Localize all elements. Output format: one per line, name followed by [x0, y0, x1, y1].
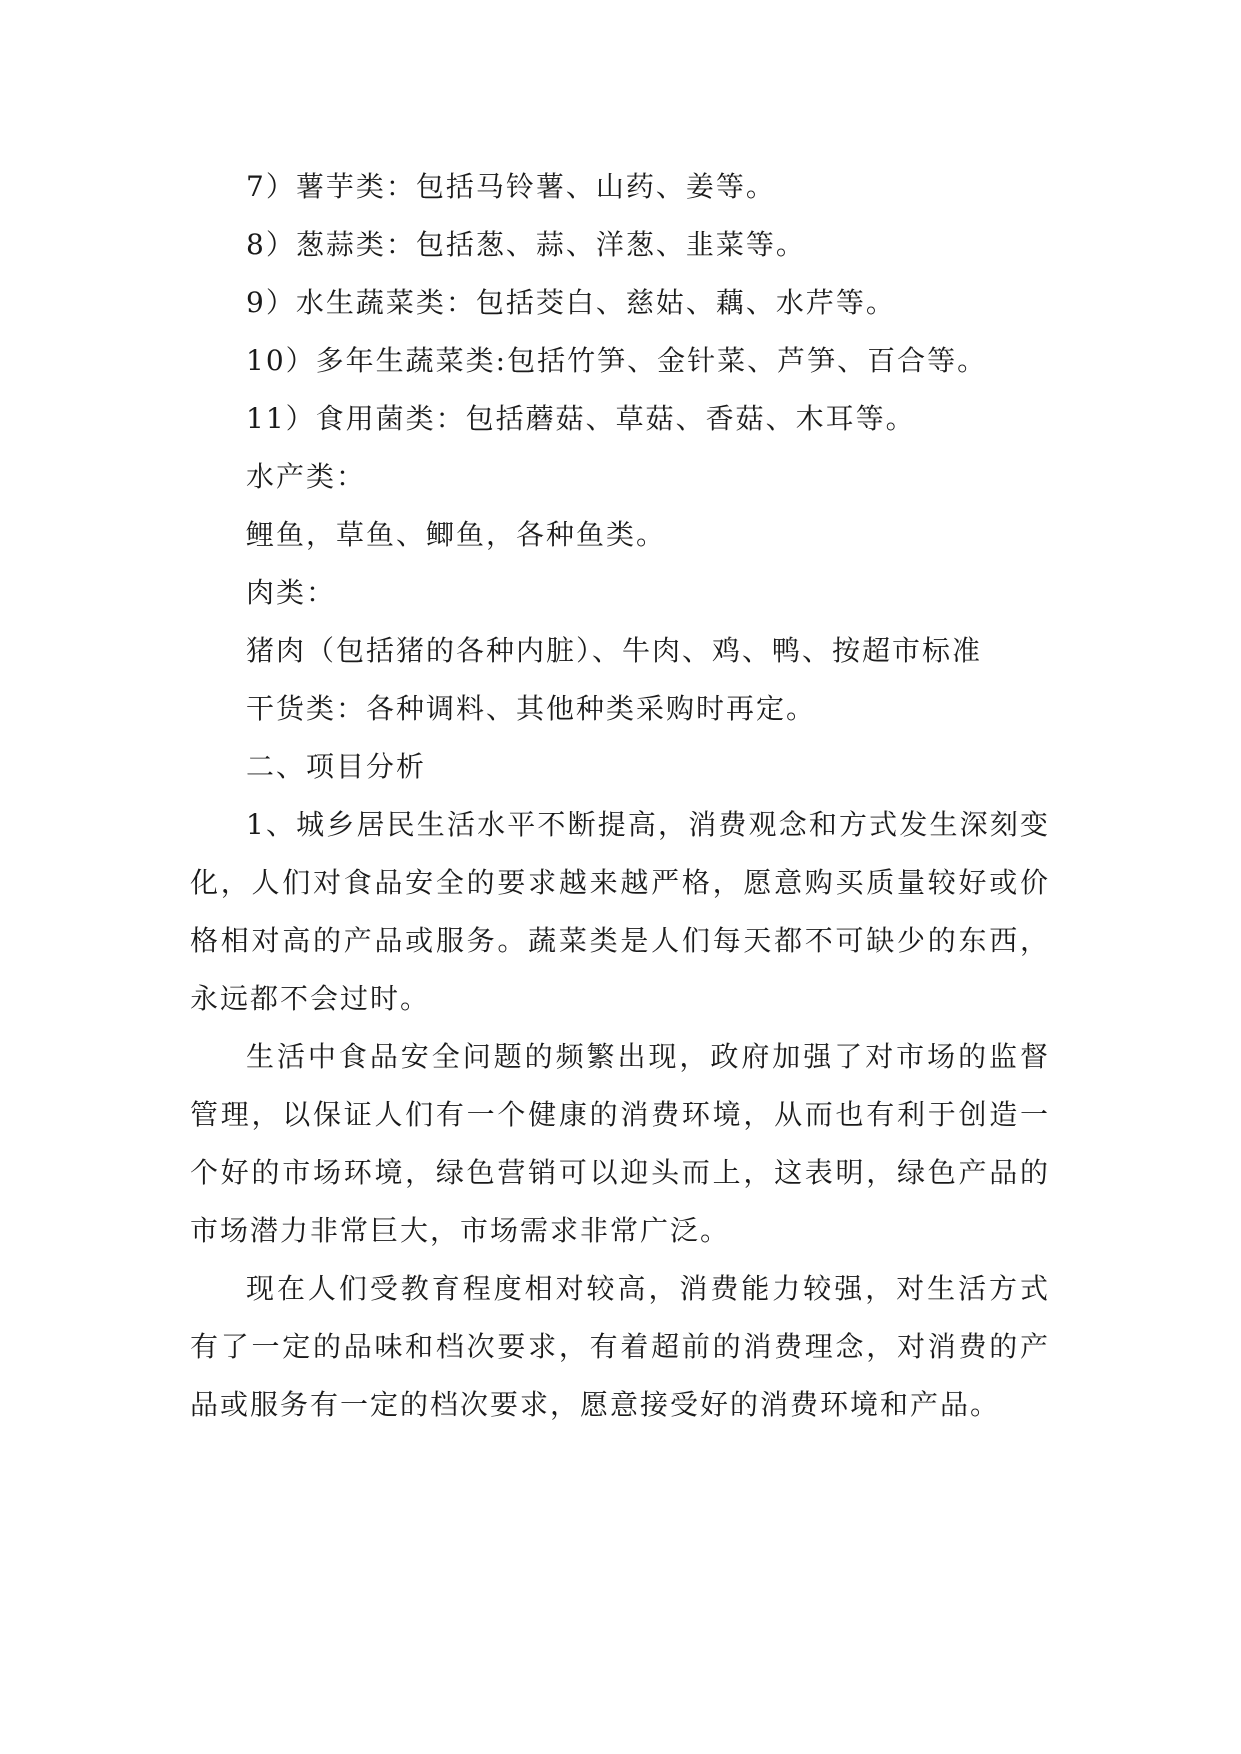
list-item-alliums: 8）葱蒜类：包括葱、蒜、洋葱、韭菜等。 [246, 228, 806, 261]
list-item-edible-fungi: 11）食用菌类：包括蘑菇、草菇、香菇、木耳等。 [246, 402, 916, 435]
list-item-perennial-vegetables: 10）多年生蔬菜类:包括竹笋、金针菜、芦笋、百合等。 [246, 344, 988, 377]
dry-goods-paragraph: 干货类：各种调料、其他种类采购时再定。 [246, 692, 817, 725]
list-item-tubers: 7）薯芋类：包括马铃薯、山药、姜等。 [246, 170, 776, 203]
section-heading-aquatic-products: 水产类： [246, 460, 367, 493]
aquatic-products-list: 鲤鱼，草鱼、鲫鱼，各种鱼类。 [246, 518, 667, 551]
section-heading-meat: 肉类： [246, 576, 337, 609]
analysis-paragraph-2: 生活中食品安全问题的频繁出现，政府加强了对市场的监督管理，以保证人们有一个健康的消费环境，从而也有利于创造一个好的市场环境，绿色营销可以迎头而上，这表明，绿色产品的市场潜力非常巨大，市场需求非常广泛。 [190, 1040, 1050, 1247]
list-item-aquatic-vegetables: 9）水生蔬菜类：包括茭白、慈姑、藕、水芹等。 [246, 286, 896, 319]
section-heading-project-analysis: 二、项目分析 [246, 750, 427, 783]
meat-list: 猪肉（包括猪的各种内脏）、牛肉、鸡、鸭、按超市标准 [246, 634, 983, 667]
analysis-paragraph-1: 1、城乡居民生活水平不断提高，消费观念和方式发生深刻变化，人们对食品安全的要求越来越严格，愿意购买质量较好或价格相对高的产品或服务。蔬菜类是人们每天都不可缺少的东西，永远都不会过时。 [190, 808, 1050, 1015]
document-body [190, 158, 1050, 1434]
analysis-paragraph-3: 现在人们受教育程度相对较高，消费能力较强，对生活方式有了一定的品味和档次要求，有着超前的消费理念，对消费的产品或服务有一定的档次要求，愿意接受好的消费环境和产品。 [190, 1272, 1050, 1421]
